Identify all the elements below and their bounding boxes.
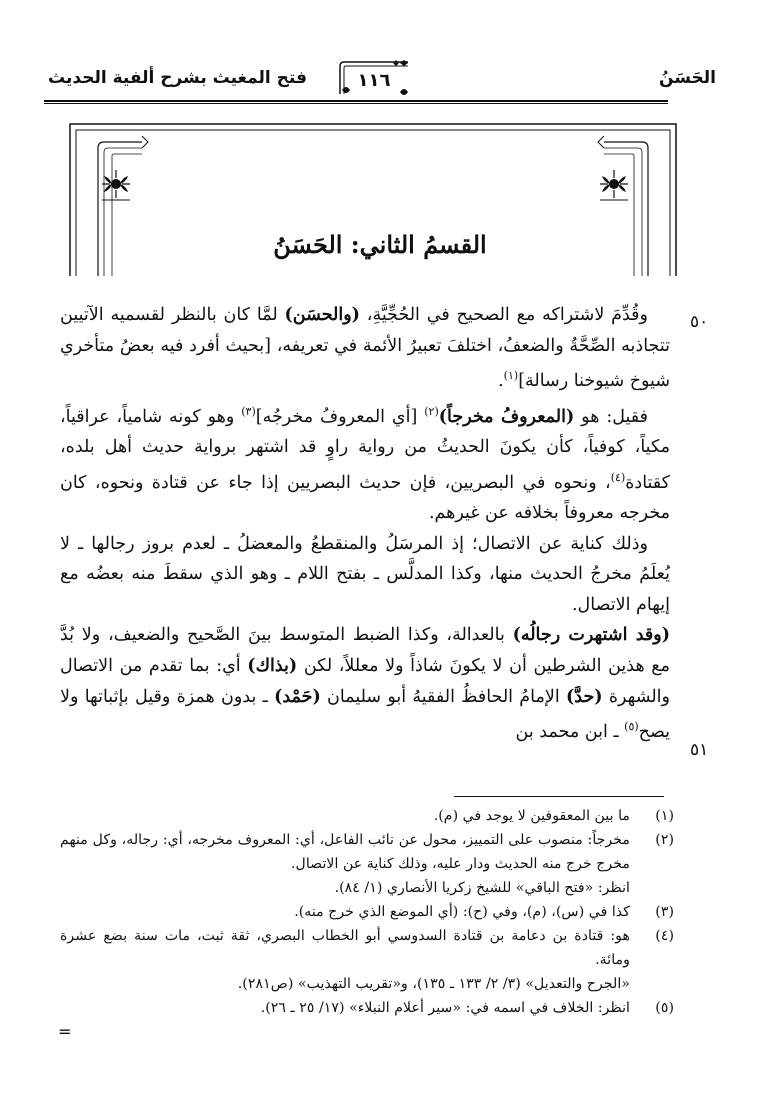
left-floral-ornament <box>102 170 130 200</box>
running-chapter-title: الحَسَنُ <box>658 68 716 88</box>
footnote-rule <box>454 796 664 797</box>
footnote-continuation: «الجرح والتعديل» (٣/ ٢/ ١٣٣ ـ ١٣٥)، و«تقريب التهذيب» (ص٢٨١). <box>237 976 630 992</box>
bold-term: (وقد اشتهرت رجالُه) <box>512 625 670 646</box>
text-run: فقيل: هو <box>574 406 648 427</box>
text-run: وذلك كناية عن الاتصال؛ إذ المرسَلُ والمنقطعُ والمعضلُ ـ لعدم بروز رجالها ـ لا يُعلَمُ مخرجُ الحديث منها، وكذا المدلَّس ـ بفتح اللام ـ وهو الذي سقطَ منه بعضُه مع إيهام الاتصال. <box>60 533 670 615</box>
footnote-text: انظر: الخلاف في اسمه في: «سير أعلام النبلاء» (١٧/ ٢٥ ـ ٢٦). <box>260 1000 630 1016</box>
text-run: الإمامُ الحافظُ الفقيهُ أبو سليمان <box>320 686 566 707</box>
text-run: [أي المعروفُ مخرجُه] <box>255 406 425 427</box>
footnote-continuation: انظر: «فتح الباقي» للشيخ زكريا الأنصاري (١/ ٨٤). <box>334 880 630 896</box>
footnote-5 <box>60 996 674 1020</box>
text-run: ـ بدون همزة وقيل بإثباتها ولا يصح <box>60 686 670 743</box>
continuation-mark: = <box>58 1022 72 1041</box>
footnote-ref: (١) <box>503 369 519 383</box>
margin-number-51: ٥١ <box>690 740 709 760</box>
paragraph-2 <box>60 397 670 529</box>
footnote-number: (١) <box>655 808 674 824</box>
bold-term: (والحسَن) <box>284 305 360 325</box>
header-rule <box>44 100 668 102</box>
text-run: لمَّا كان بالنظر لقسميه الآتيين تتجاذبه الصِّحَّةُ والضعفُ، اختلفَ تعبيرُ الأئمة في تعريفه، [بحيث أفرد فيه بعضُ متأخري شيوخ شيوخنا رسالة] <box>60 305 670 392</box>
footnote-ref: (٥) <box>624 720 639 734</box>
footnote-text: ما بين المعقوفين لا يوجد في (م). <box>433 808 630 824</box>
text-run: وقُدِّمَ لاشتراكه مع الصحيح في الحُجِّيَّةِ، <box>359 305 648 325</box>
text-run: ، ونحوه في البصريين، فإن حديث البصريين إذا جاء عن قتادة ونحوه، كان مخرجه معروفاً بخلافه عن غيرهم. <box>60 472 670 524</box>
paragraph-1 <box>60 300 670 397</box>
bold-term: (بذاك) <box>247 656 298 677</box>
footnote-number: (٣) <box>655 904 674 920</box>
footnote-number: (٢) <box>655 832 674 848</box>
bold-term: (حدَّ) <box>565 686 603 707</box>
footnotes <box>60 804 674 1020</box>
bold-term: (المعروفُ مخرجاً) <box>438 406 575 427</box>
footnote-text: هو: قتادة بن دعامة بن قتادة السدوسي أبو الخطاب البصري، ثقة ثبت، مات سنة بضع عشرة ومائة. <box>60 928 630 968</box>
footnote-number: (٥) <box>655 1000 674 1016</box>
section-title: القسمُ الثاني: الحَسَنُ <box>273 230 487 259</box>
footnote-ref: (٤) <box>610 470 626 484</box>
paragraph-3 <box>60 529 670 621</box>
footnote-number: (٤) <box>655 928 674 944</box>
footnote-3 <box>60 900 674 924</box>
footnote-ref: (٢) <box>424 404 439 418</box>
text-run: وهو كونه شامياً، عراقياً، مكياً، كوفياً، كأن يكونَ الحديثُ من رواية راوٍ قد اشتهر برواية حديث أهل بلده، كقتادة <box>60 406 670 493</box>
page-number: ١١٦ <box>357 70 391 91</box>
footnote-4 <box>60 924 674 972</box>
text-run: . <box>498 371 504 392</box>
main-text <box>60 300 670 748</box>
margin-number-50: ٥٠ <box>690 312 709 332</box>
footnote-ref: (٣) <box>241 404 256 418</box>
text-run: بالعدالة، وكذا الضبط المتوسط بينَ الصَّحيح والضعيف، ولا بُدَّ مع هذين الشرطين أن لا يكونَ شاذاً ولا معللاً، لكن <box>60 625 670 677</box>
paragraph-4 <box>60 620 670 747</box>
bold-term: (حَمْد) <box>274 686 321 707</box>
right-floral-ornament <box>600 170 628 200</box>
text-run: أي: بما تقدم من الاتصال والشهرة <box>60 656 670 707</box>
text-run: ـ ابن محمد بن <box>515 722 625 743</box>
footnote-text: مخرجاً: منصوب على التمييز، محول عن نائب الفاعل، أي: المعروف مخرجه، أي: رجاله، وكل منهم مخرج خرج منه الحديث ودار عليه، وذلك كناية عن الاتصال. <box>60 832 630 872</box>
footnote-1 <box>60 804 674 828</box>
footnote-text: كذا في (س)، (م)، وفي (ح): (أي الموضع الذي خرج منه). <box>294 904 630 920</box>
footnote-2 <box>60 828 674 876</box>
running-book-title: فتح المغيث بشرح ألفية الحديث <box>48 68 308 88</box>
header-rule-thin <box>44 103 668 104</box>
